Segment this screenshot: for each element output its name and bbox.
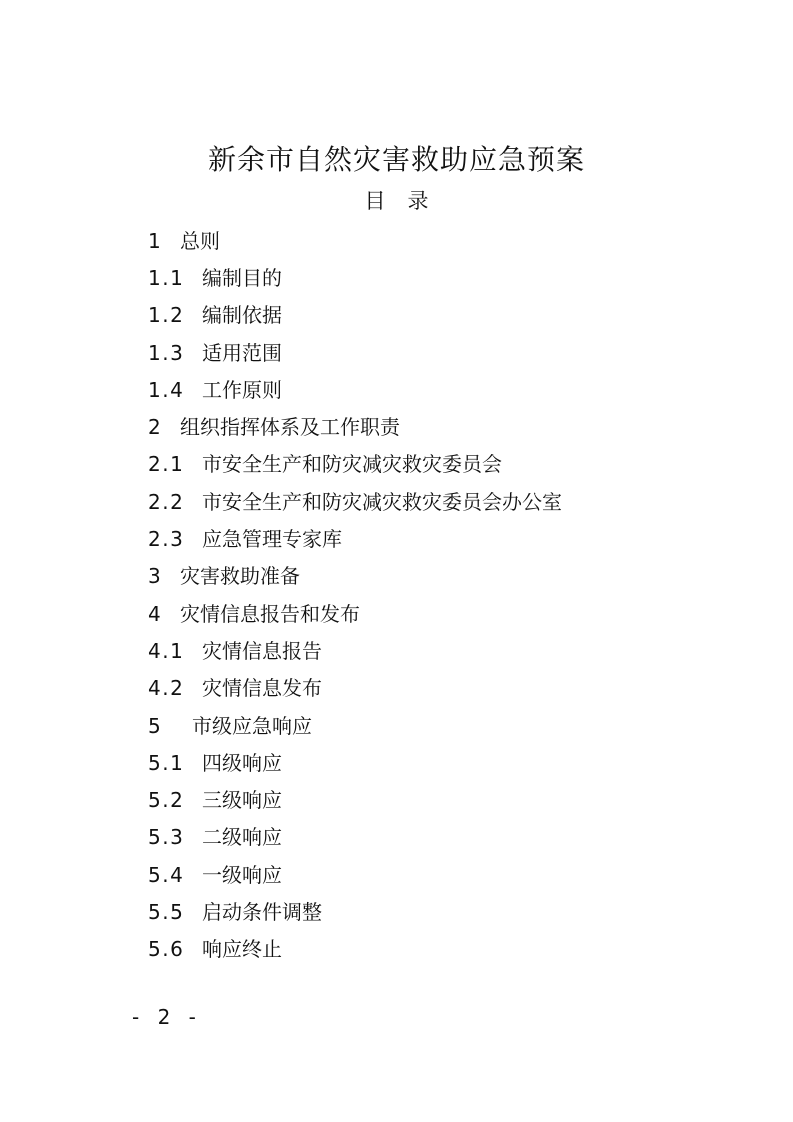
toc-entry[interactable] [148, 781, 562, 818]
toc-entry[interactable] [148, 595, 562, 632]
toc-entry[interactable] [148, 744, 562, 781]
toc-entry-label: 适用范围 [202, 340, 282, 365]
toc-entry[interactable] [148, 893, 562, 930]
toc-entry-label: 应急管理专家库 [202, 527, 342, 552]
toc-entry[interactable] [148, 334, 562, 371]
toc-entry[interactable] [148, 632, 562, 669]
toc-entry-number: 5.1 [148, 750, 185, 775]
toc-entry-label: 灾情信息发布 [202, 676, 322, 701]
toc-entry-number: 5.2 [148, 788, 185, 813]
document-title: 新余市自然灾害救助应急预案 [207, 143, 585, 176]
toc-entry-number: 5 [148, 713, 163, 738]
toc-entry-label: 市安全生产和防灾减灾救灾委员会办公室 [202, 489, 562, 514]
toc-entry-label: 灾害救助准备 [180, 564, 300, 589]
toc-heading-right: 录 [407, 189, 429, 213]
toc-entry-number: 1 [148, 228, 163, 253]
toc-entry-label: 灾情信息报告 [202, 638, 322, 663]
toc-entry[interactable] [148, 819, 562, 856]
toc-entry-number: 4.2 [148, 676, 185, 701]
toc-entry-number: 5.4 [148, 862, 185, 887]
toc-entry-label: 编制目的 [202, 265, 282, 290]
table-of-contents [148, 222, 562, 968]
toc-entry-number: 2.1 [148, 452, 185, 477]
toc-entry-label: 组织指挥体系及工作职责 [180, 415, 400, 440]
toc-entry[interactable] [148, 259, 562, 296]
toc-entry-number: 2 [148, 415, 163, 440]
toc-entry-number: 3 [148, 564, 163, 589]
toc-entry-number: 5.6 [148, 937, 185, 962]
toc-entry-number: 1.3 [148, 340, 185, 365]
toc-entry-label: 市安全生产和防灾减灾救灾委员会 [202, 452, 502, 477]
toc-entry[interactable] [148, 222, 562, 259]
toc-entry[interactable] [148, 707, 562, 744]
toc-entry-label: 一级响应 [202, 862, 282, 887]
toc-entry[interactable] [148, 297, 562, 334]
toc-entry[interactable] [148, 446, 562, 483]
toc-entry-number: 4.1 [148, 638, 185, 663]
toc-entry-label: 响应终止 [202, 937, 282, 962]
toc-entry[interactable] [148, 408, 562, 445]
toc-heading [0, 186, 793, 216]
toc-entry[interactable] [148, 483, 562, 520]
toc-entry-number: 5.5 [148, 899, 185, 924]
toc-entry[interactable] [148, 670, 562, 707]
toc-entry[interactable] [148, 558, 562, 595]
toc-entry-number: 1.4 [148, 377, 185, 402]
toc-entry[interactable] [148, 931, 562, 968]
page-number: - 2 - [132, 1005, 202, 1029]
toc-entry-label: 四级响应 [202, 750, 282, 775]
toc-entry[interactable] [148, 520, 562, 557]
toc-entry-number: 2.3 [148, 527, 185, 552]
toc-heading-left: 目 [364, 189, 386, 213]
toc-entry-label: 总则 [180, 228, 220, 253]
toc-entry-label: 三级响应 [202, 788, 282, 813]
toc-entry-number: 5.3 [148, 825, 185, 850]
toc-entry[interactable] [148, 856, 562, 893]
toc-entry-number: 4 [148, 601, 163, 626]
toc-entry-label: 启动条件调整 [202, 899, 322, 924]
toc-entry[interactable] [148, 371, 562, 408]
toc-entry-label: 编制依据 [202, 303, 282, 328]
toc-entry-number: 1.2 [148, 303, 185, 328]
toc-entry-number: 2.2 [148, 489, 185, 514]
toc-entry-label: 灾情信息报告和发布 [180, 601, 360, 626]
toc-entry-label: 工作原则 [202, 377, 282, 402]
toc-entry-label: 市级应急响应 [192, 713, 312, 738]
toc-entry-label: 二级响应 [202, 825, 282, 850]
toc-entry-number: 1.1 [148, 265, 185, 290]
